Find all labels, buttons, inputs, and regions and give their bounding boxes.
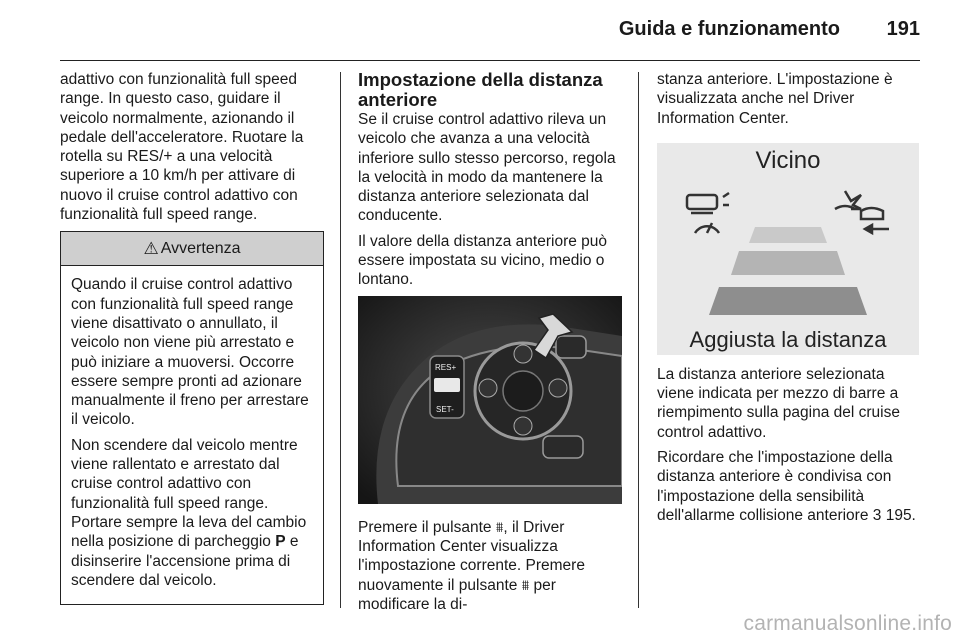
distance-bar-medium: [731, 251, 845, 275]
warning-title: Avvertenza: [160, 240, 241, 258]
column-divider: [340, 72, 341, 608]
page-number: 191: [886, 18, 920, 40]
distance-bar-near: [749, 227, 827, 243]
paragraph: Se il cruise control adattivo rileva un veicolo che avanza a una velocità inferiore sullo stesso percorso, regola la velocità in modo da mantenere la distanza anteriore selezionata dal conducente.: [358, 111, 616, 225]
distance-bar-far: [709, 287, 867, 315]
car-gauge-icon: [687, 193, 729, 233]
steering-wheel-photo: [358, 296, 622, 504]
park-position-label: P: [275, 533, 286, 551]
column-divider: [638, 72, 639, 608]
section-heading: Impostazione della distanza anteriore: [358, 69, 603, 110]
paragraph: Ricordare che l'impostazione della distanza anteriore è condivisa con l'impostazione della sensibilità dell'allarme collisione anteriore 3 195.: [657, 449, 916, 524]
paragraph: La distanza anteriore selezionata viene indicata per mezzo di barre a riempimento sulla pagina del cruise control adattivo.: [657, 365, 900, 441]
collision-alert-icon: [835, 191, 889, 233]
page-reference-icon: 3: [872, 506, 882, 524]
column-middle: [358, 70, 622, 620]
intro-paragraph: adattivo con funzionalità full speed range. In questo caso, guidare il veicolo normalmente, azionando il pedale dell'acceleratore. Ruotare la rotella su RES/+ a una velocità superiore a 10 km/h per attivare di nuovo il cruise control adattivo con funzionalità full speed range.: [60, 71, 304, 224]
paragraph: stanza anteriore. L'impostazione è visualizzata anche nel Driver Information Center.: [657, 71, 893, 127]
warning-paragraph: Quando il cruise control adattivo con funzionalità full speed range viene disattivato o annullato, il veicolo non viene più arrestato e può iniziare a muoversi. Occorre essere sempre pronti ad azionare manualmente il freno per arrestare il veicolo.: [71, 276, 309, 429]
driver-info-display: [657, 143, 919, 355]
paragraph: Premere il pulsante ⩩, il Driver Information Center visualizza l'impostazione corrente. Premere nuovamente il pulsante ⩩ per modificare la di-: [358, 518, 585, 613]
page-header-title: Guida e funzionamento: [618, 18, 840, 40]
distance-button-icon: ⩩: [521, 576, 530, 593]
distance-button-icon: ⩩: [495, 518, 504, 535]
header-divider: [60, 60, 920, 61]
paragraph: Il valore della distanza anteriore può essere impostata su vicino, medio o lontano.: [358, 232, 608, 289]
watermark: carmanualsonline.info: [743, 612, 952, 635]
display-adjust-label: Aggiusta la distanza: [689, 326, 887, 352]
column-right: [657, 70, 921, 531]
set-button-label: SET-: [436, 404, 454, 414]
warning-header: [61, 232, 323, 266]
res-button-label: RES+: [435, 362, 457, 372]
warning-box: [60, 231, 324, 605]
column-left: [60, 70, 324, 605]
display-title: Vicino: [755, 146, 821, 174]
warning-icon: ⚠: [143, 239, 159, 259]
warning-body: [61, 266, 323, 604]
warning-paragraph: Non scendere dal veicolo mentre viene rallentato e arrestato dal cruise control adattivo con funzionalità full speed range. Portare sempre la leva del cambio nella posizione di parcheggio P e disinserire l'accensione prima di scendere dal veicolo.: [71, 436, 307, 589]
